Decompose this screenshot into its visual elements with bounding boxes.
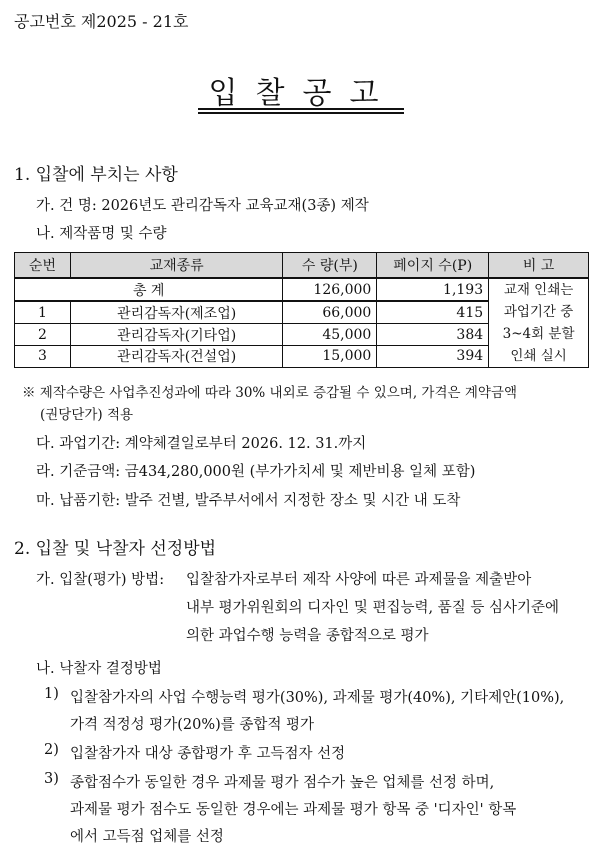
total-pages: 1,193 — [377, 278, 489, 301]
bid-method-line: 내부 평가위원회의 디자인 및 편집능력, 품질 등 심사기준에 — [186, 600, 560, 616]
total-qty: 126,000 — [283, 278, 377, 301]
row-pages: 394 — [377, 345, 489, 367]
sub-item-line: 입찰참가자의 사업 수행능력 평가(30%), 과제물 평가(40%), 기타제안(10%), — [70, 690, 565, 706]
section2-heading: 2. 입찰 및 낙찰자 선정방법 — [14, 539, 217, 559]
notice-number: 공고번호 제2025 - 21호 — [14, 12, 189, 31]
remarks-line: 인쇄 실시 — [510, 348, 567, 364]
item-project-name-value: 2026년도 관리감독자 교육교재(3종) 제작 — [101, 198, 369, 214]
row-qty: 45,000 — [283, 324, 377, 346]
item-winner-method: 나. 낙찰자 결정방법 — [36, 661, 162, 677]
remarks-line: 3~4회 분할 — [502, 326, 575, 342]
item-project-name — [36, 194, 369, 215]
item-delivery: 마. 납품기한: 발주 건별, 발주부서에서 지정한 장소 및 시간 내 도착 — [36, 493, 461, 509]
col-header: 수 량(부) — [283, 253, 377, 279]
item-bid-method-label: 가. 입찰(평가) 방법: — [36, 572, 165, 588]
bid-method-line: 의한 과업수행 능력을 종합적으로 평가 — [186, 628, 429, 644]
row-name: 관리감독자(기타업) — [70, 324, 282, 346]
document-title: 입찰공고 — [208, 76, 397, 111]
bid-method-line: 입찰참가자로부터 제작 사양에 따른 과제물을 제출받아 — [186, 572, 532, 588]
row-no: 3 — [15, 345, 71, 367]
row-pages: 384 — [377, 324, 489, 346]
sub-item-number: 1) — [44, 686, 59, 702]
sub-item-number: 2) — [44, 742, 59, 758]
item-project-name-label: 가. 건 명: — [36, 198, 97, 214]
item-product-quantity: 나. 제작품명 및 수량 — [36, 226, 167, 242]
sub-item-line: 입찰참가자 대상 종합평가 후 고득점자 선정 — [70, 746, 346, 762]
col-header: 교재종류 — [70, 253, 282, 279]
footnote-line: ※ 제작수량은 사업추진성과에 따라 30% 내외로 증감될 수 있으며, 가격은 계약금액 — [22, 385, 517, 401]
sub-item-line: 가격 적정성 평가(20%)를 종합적 평가 — [70, 717, 315, 733]
table-total-row — [15, 278, 589, 301]
item-base-amount: 라. 기준금액: 금434,280,000원 (부가가치세 및 제반비용 일체 포함) — [36, 464, 476, 480]
item-period: 다. 과업기간: 계약체결일로부터 2026. 12. 31.까지 — [36, 436, 367, 452]
sub-item-line: 에서 고득점 업체를 선정 — [70, 829, 224, 845]
col-header: 순번 — [15, 253, 71, 279]
col-header: 비 고 — [489, 253, 589, 279]
row-qty: 66,000 — [283, 301, 377, 324]
col-header: 페이지 수(P) — [377, 253, 489, 279]
footnote-line: (권당단가) 적용 — [40, 407, 134, 423]
remarks-cell — [489, 278, 589, 368]
sub-item-line: 과제물 평가 점수도 동일한 경우에는 과제물 평가 항목 중 '디자인' 항목 — [70, 802, 517, 818]
title-underline-2 — [198, 112, 404, 114]
row-no: 1 — [15, 301, 71, 324]
sub-item-number: 3) — [44, 771, 59, 787]
row-name: 관리감독자(건설업) — [70, 345, 282, 367]
title-underline — [198, 108, 404, 110]
quantity-table — [14, 252, 589, 368]
row-no: 2 — [15, 324, 71, 346]
remarks-line: 과업기간 중 — [503, 304, 574, 320]
sub-item-line: 종합점수가 동일한 경우 과제물 평가 점수가 높은 업체를 선정 하며, — [70, 775, 495, 791]
remarks-line: 교재 인쇄는 — [503, 282, 574, 298]
table-header-row — [15, 253, 589, 279]
section1-heading: 1. 입찰에 부치는 사항 — [14, 165, 178, 185]
row-pages: 415 — [377, 301, 489, 324]
total-label: 총 계 — [15, 278, 283, 301]
row-qty: 15,000 — [283, 345, 377, 367]
row-name: 관리감독자(제조업) — [70, 301, 282, 324]
